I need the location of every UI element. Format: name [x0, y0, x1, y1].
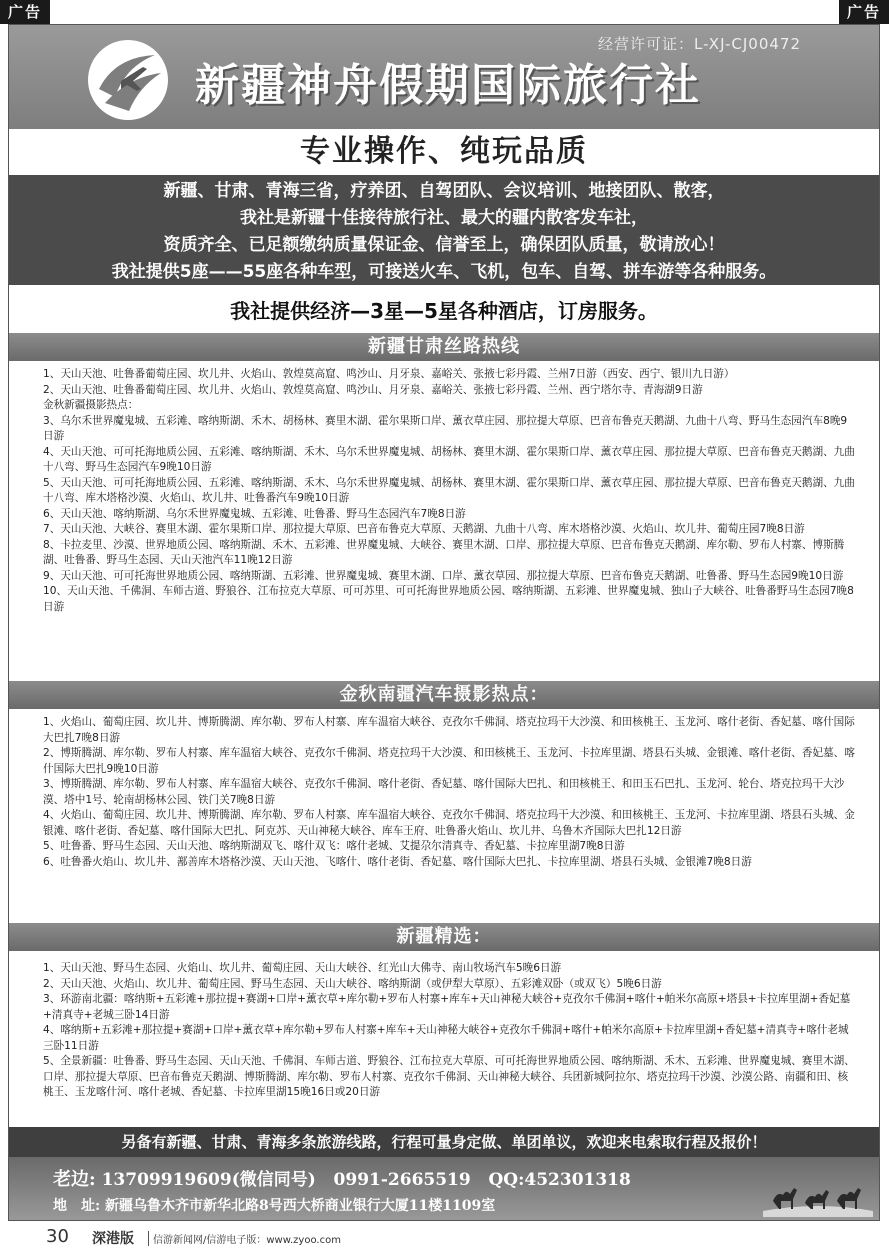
route-line: 5、吐鲁番、野马生态园、天山天池、喀纳斯湖双飞、喀什双飞：喀什老城、艾提尕尔清真寺、香妃墓、卡拉库里湖7晚8日游 — [43, 840, 625, 852]
telephone-number: 0991-2665519 — [333, 1170, 471, 1190]
route-line: 6、吐鲁番火焰山、坎儿井、鄯善库木塔格沙漠、天山天池、飞喀什、喀什老街、香妃墓、喀什国际大巴扎、卡拉库里湖、塔县石头城、金银滩7晚8日游 — [43, 855, 752, 868]
slogan: 专业操作、纯玩品质 — [9, 129, 879, 175]
section-body-silk-road — [9, 363, 879, 615]
intro-block — [9, 175, 879, 285]
ad-header — [9, 25, 879, 129]
contact-address — [53, 1195, 495, 1215]
airplane-logo-icon — [85, 37, 171, 123]
route-line: 2、天山天池、火焰山、坎儿井、葡萄庄园、野马生态园、天山大峡谷、喀纳斯湖（或伊犁大草原）、五彩滩双卧（或双飞）5晚6日游 — [43, 977, 662, 990]
page-footer — [0, 1226, 889, 1250]
route-line: 7、天山天池、大峡谷、赛里木湖、霍尔果斯口岸、那拉提大草原、巴音布鲁克大草原、天鹅湖、九曲十八弯、库木塔格沙漠、火焰山、坎儿井、葡萄庄园7晚8日游 — [43, 523, 805, 535]
section-body-xinjiang-selection — [9, 957, 879, 1101]
section-title-silk-road: 新疆甘肃丝路热线 — [9, 333, 879, 361]
route-line: 6、天山天池、喀纳斯湖、乌尔禾世界魔鬼城、五彩滩、吐鲁番、野马生态园汽车7晚8日游 — [43, 507, 466, 520]
route-line: 3、乌尔禾世界魔鬼城、五彩滩、喀纳斯湖、禾木、胡杨林、赛里木湖、霍尔果斯口岸、薰衣草庄园、那拉提大草原、巴音布鲁克天鹅湖、九曲十八弯、野马生态园汽车8晚9日游 — [43, 414, 848, 442]
mobile-number: 13709919609(微信同号) — [101, 1170, 316, 1190]
address-label: 地 址: — [53, 1198, 101, 1214]
route-line: 3、博斯腾湖、库尔勒、罗布人村寨、库车温宿大峡谷、克孜尔千佛洞、喀什老街、香妃墓、喀什国际大巴扎、和田核桃王、和田玉石巴扎、玉龙河、轮台、塔克拉玛干大沙漠、塔中1号、轮南胡杨林公园、铁门关7晚8日游 — [43, 778, 845, 806]
intro-line: 我社是新疆十佳接待旅行社、最大的疆内散客发车社， — [240, 208, 648, 228]
contact-block — [9, 1157, 879, 1221]
route-line: 4、火焰山、葡萄庄园、坎儿井、博斯腾湖、库尔勒、罗布人村寨、库车温宿大峡谷、克孜尔千佛洞、塔克拉玛干大沙漠、和田核桃王、玉龙河、卡拉库里湖、塔县石头城、金银滩、喀什老街、香妃墓、喀什国际大巴扎、阿克苏、天山神秘大峡谷、库车王府、吐鲁番火焰山、坎儿井、乌鲁木齐国际大巴扎12日游 — [43, 809, 855, 837]
route-line: 2、博斯腾湖、库尔勒、罗布人村寨、库车温宿大峡谷、克孜尔千佛洞、塔克拉玛干大沙漠、和田核桃王、玉龙河、卡拉库里湖、塔县石头城、金银滩、喀什老街、香妃墓、喀什国际大巴扎9晚10日游 — [43, 747, 855, 775]
route-line: 1、天山天池、吐鲁番葡萄庄园、坎儿井、火焰山、敦煌莫高窟、鸣沙山、月牙泉、嘉峪关、张掖七彩丹霞、兰州7日游（西安、西宁、银川九日游） — [43, 368, 735, 380]
route-line: 3、环游南北疆：喀纳斯+五彩滩+那拉提+赛湖+口岸+薰衣草+库尔勒+罗布人村寨+库车+天山神秘大峡谷+克孜尔千佛洞+喀什+帕米尔高原+塔县+卡拉库里湖+香妃墓+清真寺+老城三卧14日游 — [43, 993, 851, 1021]
route-line: 金秋新疆摄影热点： — [43, 399, 139, 411]
website-info: 信游新闻网/信游电子版：www.zyoo.com — [148, 1231, 341, 1246]
intro-line: 新疆、甘肃、青海三省，疗养团、自驾团队、会议培训、地接团队、散客， — [163, 181, 725, 201]
page-number: 30 — [46, 1226, 69, 1247]
advertisement — [8, 24, 880, 1221]
address-text: 新疆乌鲁木齐市新华北路8号西大桥商业银行大厦11楼1109室 — [105, 1198, 496, 1214]
license-number: 经营许可证：L-XJ-CJ00472 — [598, 35, 801, 53]
intro-line: 我社提供5座——55座各种车型，可接送火车、飞机，包车、自驾、拼车游等各种服务。 — [111, 262, 777, 282]
route-line: 5、天山天池、可可托海地质公园、五彩滩、喀纳斯湖、禾木、乌尔禾世界魔鬼城、胡杨林、赛里木湖、霍尔果斯口岸、薰衣草庄园、那拉提大草原、巴音布鲁克天鹅湖、九曲十八弯、库木塔格沙漠、火焰山、坎儿井、吐鲁番汽车9晚10日游 — [43, 476, 855, 504]
section-body-south-xinjiang — [9, 711, 879, 870]
qq-number: QQ:452301318 — [488, 1170, 631, 1190]
edition-label: 深港版 — [92, 1231, 134, 1247]
route-line: 5、全景新疆：吐鲁番、野马生态园、天山天池、千佛洞、车师古道、野狼谷、江布拉克大草原、可可托海世界地质公园、喀纳斯湖、禾木、五彩滩、世界魔鬼城、赛里木湖、口岸、那拉提大草原、巴音布鲁克天鹅湖、博斯腾湖、库尔勒、罗布人村寨、克孜尔千佛洞、天山神秘大峡谷、兵团新城阿拉尔、塔克拉玛干沙漠、沙漠公路、南疆和田、核桃王、玉龙喀什河、喀什老城、香妃墓、卡拉库里湖15晚16日或20日游 — [43, 1055, 855, 1098]
camel-caravan-icon — [763, 1171, 873, 1217]
route-line: 9、天山天池、可可托海世界地质公园、喀纳斯湖、五彩滩、世界魔鬼城、赛里木湖、口岸、薰衣草园、那拉提大草原、巴音布鲁克天鹅湖、吐鲁番、野马生态园9晚10日游 — [43, 569, 844, 582]
hotel-service: 我社提供经济—3星—5星各种酒店，订房服务。 — [230, 299, 658, 323]
ad-badge-right: 广告 — [839, 0, 889, 24]
intro-line: 资质齐全、已足额缴纳质量保证金、信誉至上，确保团队质量，敬请放心！ — [163, 235, 725, 255]
section-title-south-xinjiang: 金秋南疆汽车摄影热点： — [9, 681, 879, 709]
route-line: 1、火焰山、葡萄庄园、坎儿井、博斯腾湖、库尔勒、罗布人村寨、库车温宿大峡谷、克孜尔千佛洞、塔克拉玛干大沙漠、和田核桃王、玉龙河、喀什老街、香妃墓、喀什国际大巴扎7晚8日游 — [43, 716, 855, 744]
section-title-xinjiang-selection: 新疆精选： — [9, 923, 879, 951]
route-line: 10、天山天池、千佛洞、车师古道、野狼谷、江布拉克大草原、可可苏里、可可托海世界地质公园、喀纳斯湖、五彩滩、世界魔鬼城、独山子大峡谷、吐鲁番野马生态园7晚8日游 — [43, 585, 854, 613]
contact-phones — [53, 1165, 631, 1191]
company-name: 新疆神舟假期国际旅行社 — [195, 60, 701, 111]
route-line: 4、喀纳斯+五彩滩+那拉提+赛湖+口岸+薰衣草+库尔勒+罗布人村寨+库车+天山神秘大峡谷+克孜尔千佛洞+喀什+帕米尔高原+卡拉库里湖+香妃墓+清真寺+喀什老城三卧11日游 — [43, 1024, 849, 1052]
route-line: 2、天山天池、吐鲁番葡萄庄园、坎儿井、火焰山、敦煌莫高窟、鸣沙山、月牙泉、嘉峪关、张掖七彩丹霞、兰州、西宁塔尔寺、青海湖9日游 — [43, 383, 703, 396]
contact-name: 老边: — [53, 1169, 96, 1190]
route-line: 8、卡拉麦里、沙漠、世界地质公园、喀纳斯湖、禾木、五彩滩、世界魔鬼城、大峡谷、赛里木湖、口岸、那拉提大草原、巴音布鲁克天鹅湖、库尔勒、罗布人村寨、博斯腾湖、吐鲁番、野马生态园、天山天池汽车11晚12日游 — [43, 538, 845, 566]
ad-badge-left: 广告 — [0, 0, 50, 24]
custom-itinerary-banner: 另备有新疆、甘肃、青海多条旅游线路，行程可量身定做、单团单议，欢迎来电索取行程及报价！ — [9, 1127, 879, 1157]
route-line: 1、天山天池、野马生态园、火焰山、坎儿井、葡萄庄园、天山大峡谷、红光山大佛寺、南山牧场汽车5晚6日游 — [43, 962, 562, 974]
route-line: 4、天山天池、可可托海地质公园、五彩滩、喀纳斯湖、禾木、乌尔禾世界魔鬼城、胡杨林、赛里木湖、霍尔果斯口岸、薰衣草庄园、那拉提大草原、巴音布鲁克天鹅湖、九曲十八弯、野马生态园汽车9晚10日游 — [43, 445, 855, 473]
